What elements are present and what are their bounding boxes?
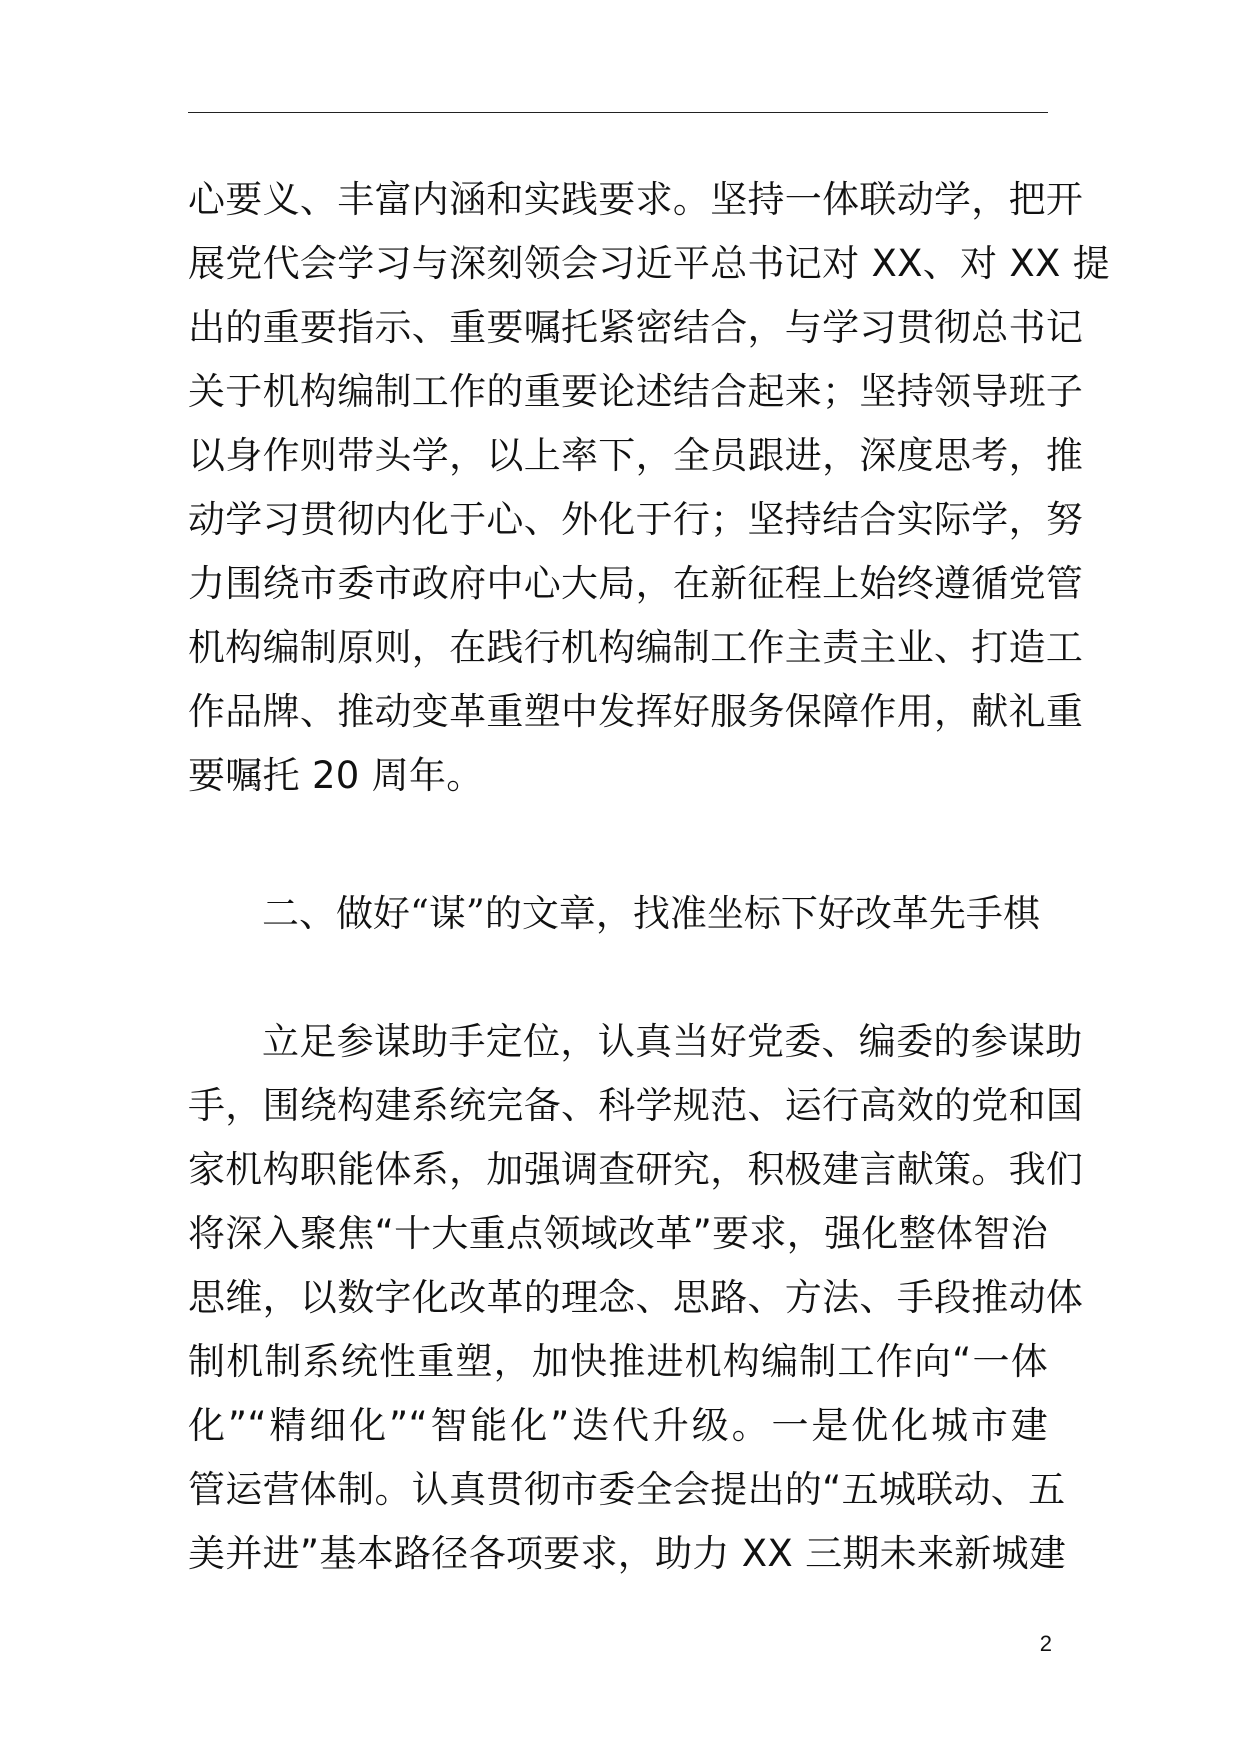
paragraph2-line: 将深入聚焦“十大重点领域改革”要求，强化整体智治 [188,1212,1048,1255]
paragraph2-line: 手，围绕构建系统完备、科学规范、运行高效的党和国 [188,1084,1084,1127]
paragraph1-line: 以身作则带头学，以上率下，全员跟进，深度思考，推 [188,434,1084,477]
header-rule [188,112,1048,113]
paragraph1-line: 要嘱托 20 周年。 [188,754,484,797]
paragraph2-line: 制机制系统性重塑，加快推进机构编制工作向“一体 [188,1340,1048,1383]
paragraph1-line: 力围绕市委市政府中心大局，在新征程上始终遵循党管 [188,562,1084,605]
paragraph1-line: 关于机构编制工作的重要论述结合起来；坚持领导班子 [188,370,1084,413]
paragraph2-line: 思维，以数字化改革的理念、思路、方法、手段推动体 [188,1276,1084,1319]
paragraph1-line: 动学习贯彻内化于心、外化于行；坚持结合实际学，努 [188,498,1084,541]
paragraph1-line: 心要义、丰富内涵和实践要求。坚持一体联动学，把开 [188,178,1084,221]
paragraph1-line: 作品牌、推动变革重塑中发挥好服务保障作用，献礼重 [188,690,1084,733]
paragraph2-line: 管运营体制。认真贯彻市委全会提出的“五城联动、五 [188,1468,1066,1511]
page-number: 2 [1039,1631,1052,1656]
paragraph2-line: 美并进”基本路径各项要求，助力 XX 三期未来新城建 [188,1532,1067,1575]
paragraph2-line: 化”“精细化”“智能化”迭代升级。一是优化城市建 [188,1404,1048,1447]
paragraph2-line: 家机构职能体系，加强调查研究，积极建言献策。我们 [188,1148,1084,1191]
paragraph1-line: 出的重要指示、重要嘱托紧密结合，与学习贯彻总书记 [188,306,1084,349]
section-heading: 二、做好“谋”的文章，找准坐标下好改革先手棋 [262,892,1040,935]
paragraph1-line: 机构编制原则，在践行机构编制工作主责主业、打造工 [188,626,1084,669]
paragraph2-line: 立足参谋助手定位，认真当好党委、编委的参谋助 [262,1020,1083,1063]
paragraph1-line: 展党代会学习与深刻领会习近平总书记对 XX、对 XX 提 [188,242,1111,285]
